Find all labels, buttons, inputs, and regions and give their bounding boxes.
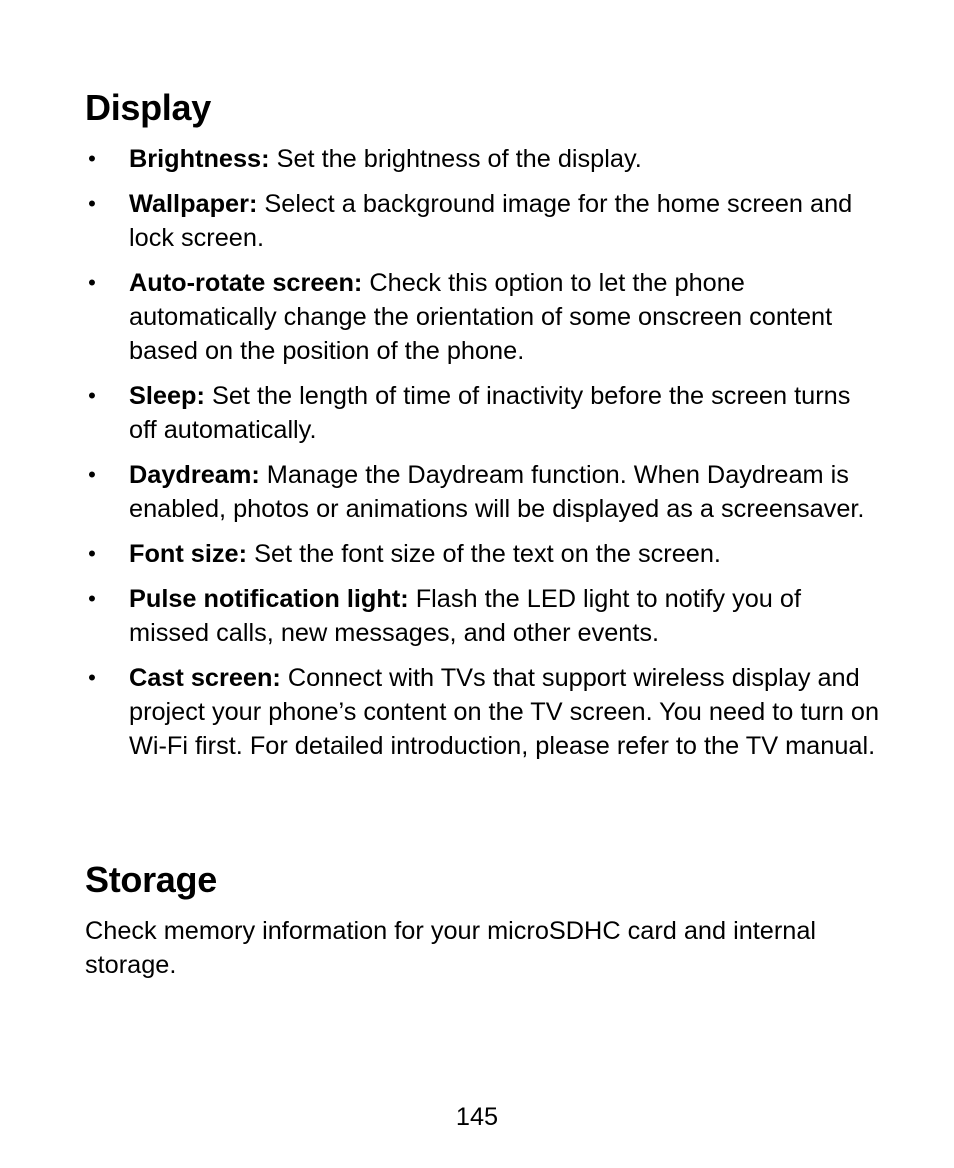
page-number: 145 [455,1103,499,1131]
item-description: Set the length of time of inactivity before the screen turns off automatically. [129,382,851,444]
item-term: Cast screen: [129,664,281,692]
item-description: Connect with TVs that support wireless display and project your phone’s content on the TV screen. You need to turn on Wi-Fi first. For detailed introduction, please refer to the TV manual. [129,664,880,760]
bullet-icon: • [88,541,96,566]
item-term: Font size: [129,540,248,568]
item-term: Wallpaper: [129,190,258,218]
item-term: Pulse notification light: [129,585,409,613]
item-term: Auto-rotate screen: [129,269,363,297]
bullet-icon: • [88,383,96,408]
item-description: Set the font size of the text on the screen. [247,540,721,568]
item-description: Set the brightness of the display. [269,145,642,173]
list-item-auto-rotate [85,266,885,368]
list-item-sleep [85,379,885,447]
bullet-icon: • [88,270,96,295]
list-item-pulse-notification-light [85,582,885,650]
list-item-daydream [85,458,885,526]
storage-description: Check memory information for your microSDHC card and internal storage. [85,917,817,979]
item-term: Daydream: [129,461,260,489]
item-description: Check this option to let the phone automatically change the orientation of some onscreen content based on the position of the phone. [129,269,833,365]
list-item-wallpaper [85,187,885,255]
list-item-brightness [85,142,885,176]
bullet-icon: • [88,191,96,216]
list-item-font-size [85,537,885,571]
item-description: Flash the LED light to notify you of missed calls, new messages, and other events. [129,585,801,647]
display-heading: Display [85,87,211,128]
item-description: Manage the Daydream function. When Daydream is enabled, photos or animations will be displayed as a screensaver. [129,461,865,523]
item-term: Brightness: [129,145,270,173]
list-item-cast-screen [85,661,885,763]
bullet-icon: • [88,586,96,611]
storage-heading: Storage [85,859,217,900]
display-settings-list [85,142,885,774]
item-term: Sleep: [129,382,205,410]
bullet-icon: • [88,665,96,690]
bullet-icon: • [88,462,96,487]
bullet-icon: • [88,146,96,171]
item-description: Select a background image for the home screen and lock screen. [129,190,853,252]
